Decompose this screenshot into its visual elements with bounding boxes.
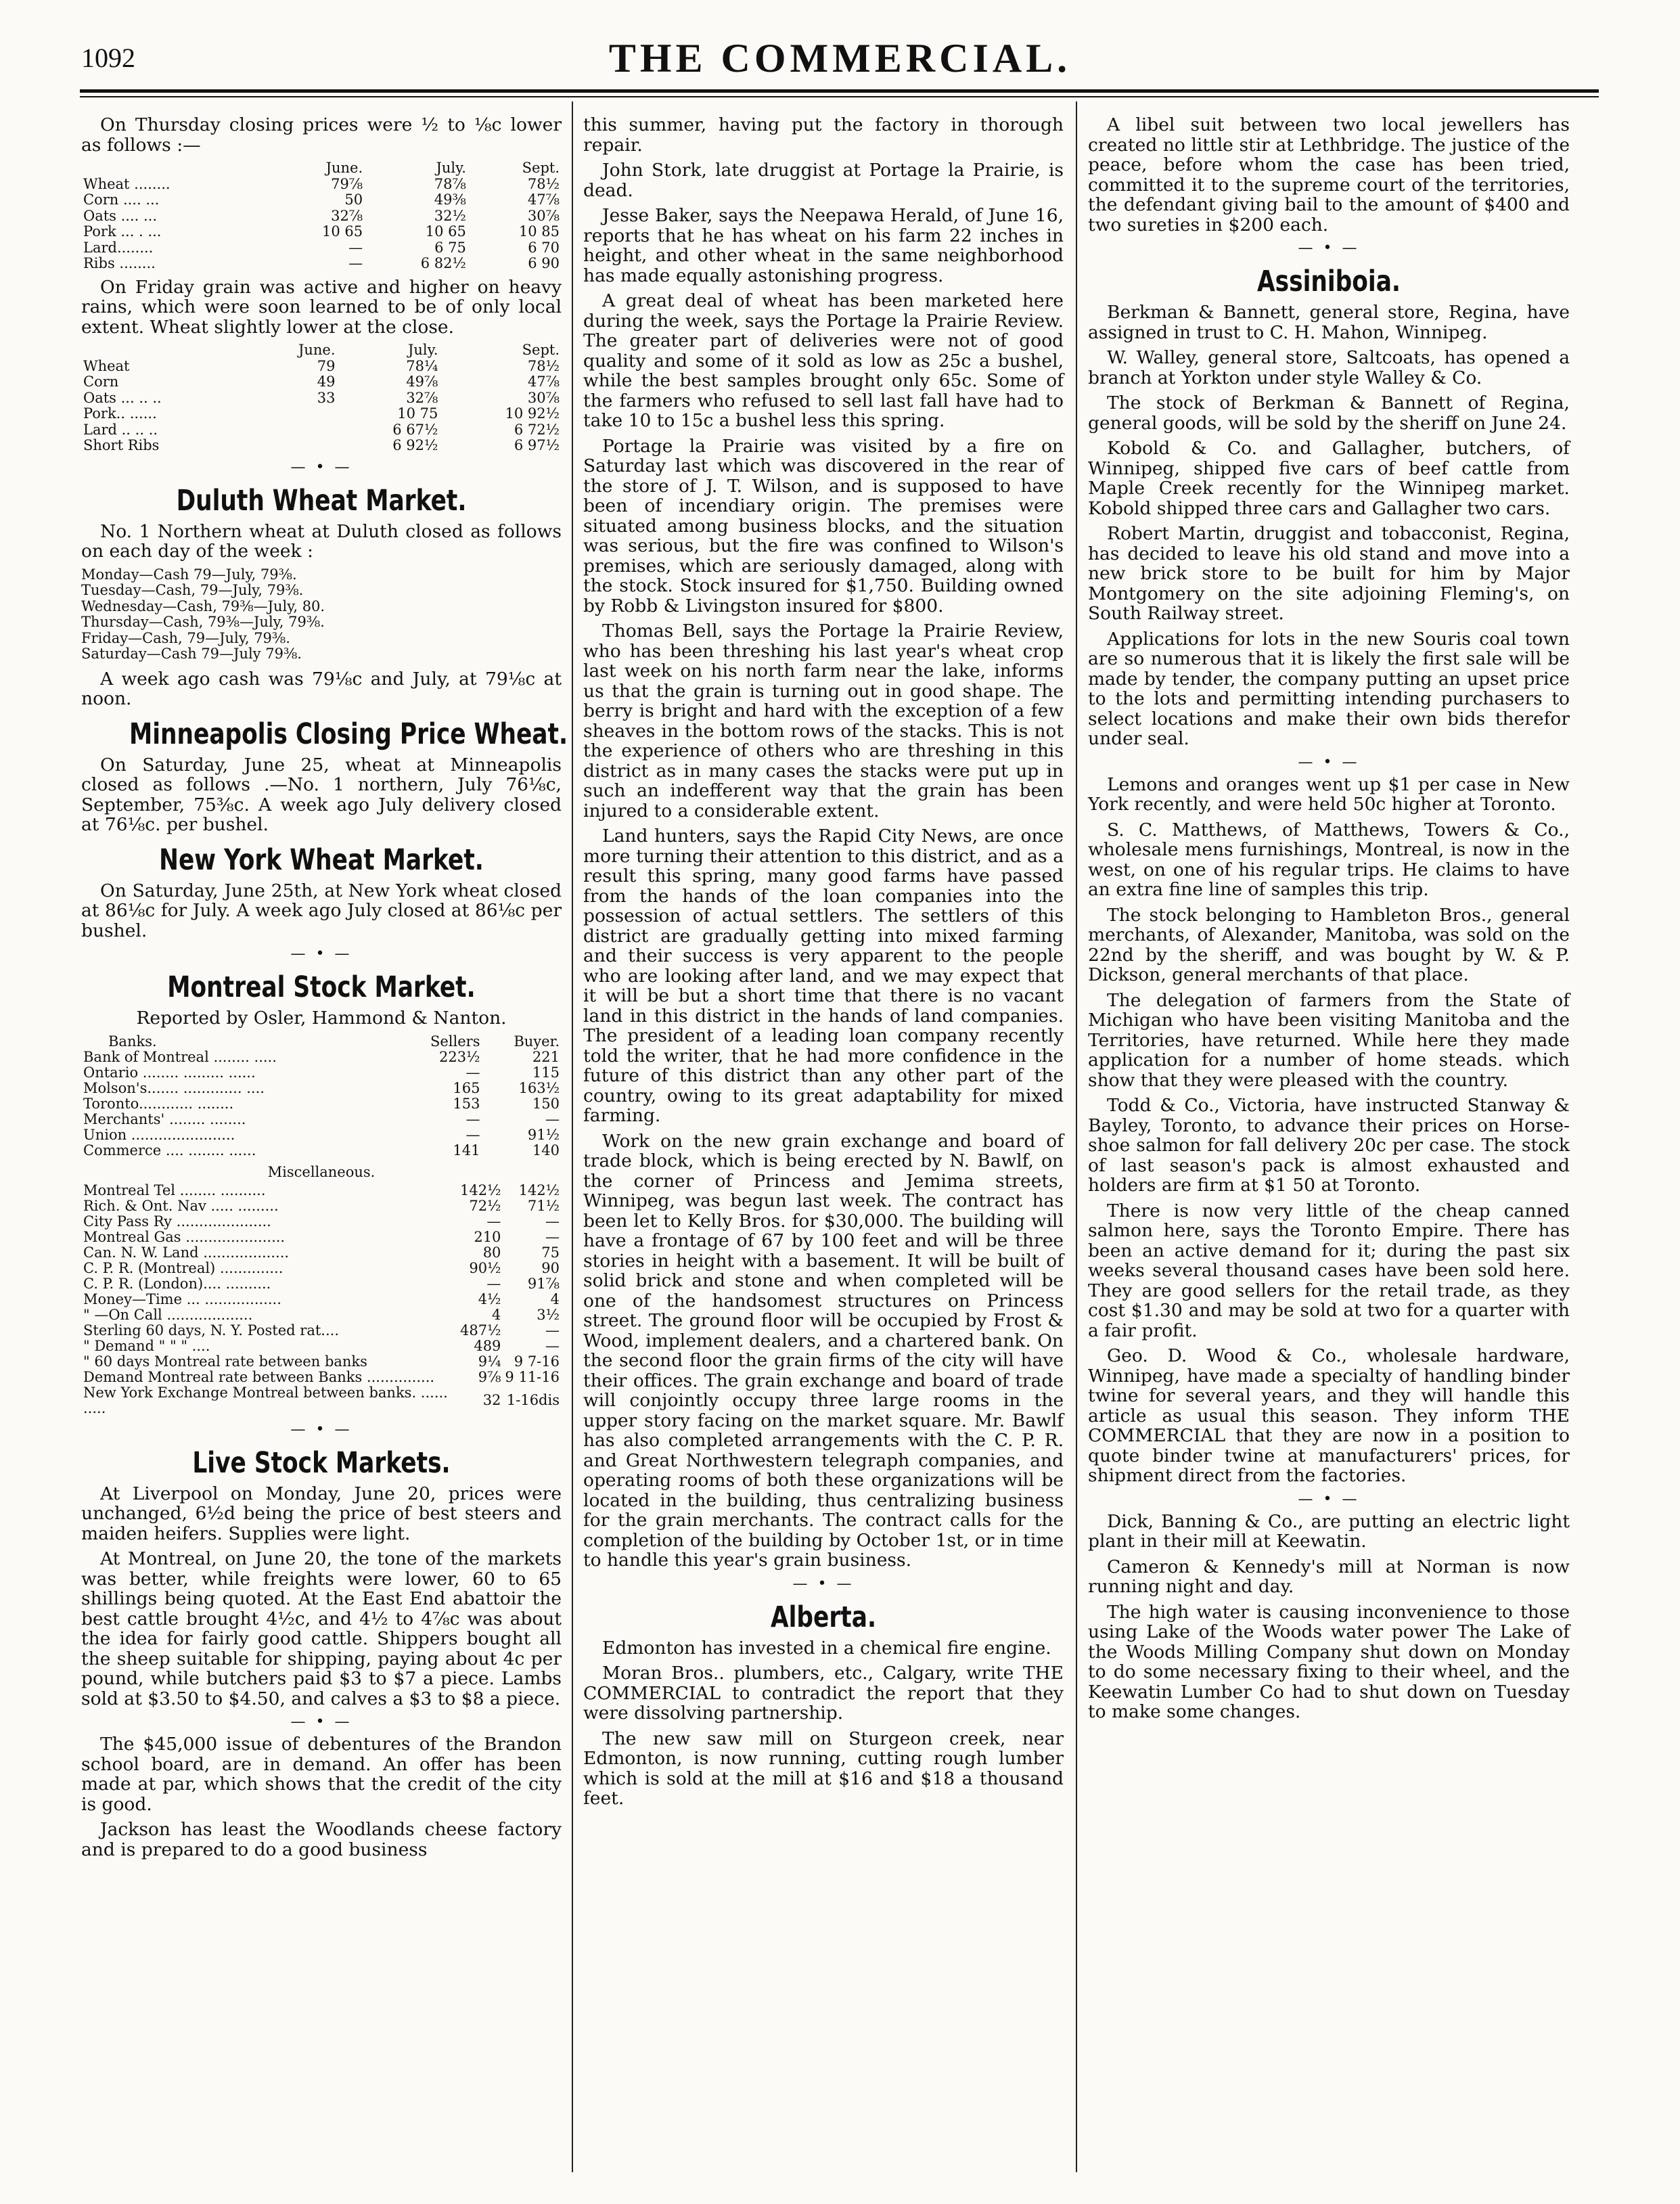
table-row: [81, 1081, 562, 1096]
minneapolis-paragraph: On Saturday, June 25, wheat at Minneapolis closed as follows .—No. 1 northern, July 76⅛c, September, 75⅜c. A week ago July delivery closed at 76⅛c. per bushel.: [81, 754, 562, 835]
table-cell: 223½: [439, 1048, 480, 1065]
article-paragraph: Thomas Bell, says the Portage la Prairie Review, who has been threshing his last year's wheat crop last week on his north farm near the lake, informs us that the grain is turning out in good shape. The berry is bright and hard with the exception of a few sheaves in the bottom rows of the stacks. This is not the experience of others who are threshing in this district as in many cases the stacks were put up in such an indefferent way that the grain has been injured to a considerable extent.: [583, 621, 1064, 822]
table-cell: [252, 406, 338, 422]
table-cell: 1-16dis: [506, 1392, 560, 1408]
alberta-paragraph: Moran Bros.. plumbers, etc., Calgary, write THE COMMERCIAL to contradict the report that they were dissolving partnership.: [583, 1663, 1064, 1724]
page-header: [0, 0, 1680, 88]
table-cell: Montreal Gas ......................: [83, 1228, 286, 1245]
table-cell: 142½: [459, 1182, 501, 1198]
article-paragraph: this summer, having put the factory in thorough repair.: [583, 114, 1064, 156]
table-cell: C. P. R. (Montreal) ..............: [83, 1259, 283, 1276]
table-row: [81, 1050, 562, 1065]
table-cell: 165: [453, 1079, 480, 1096]
article-paragraph: A libel suit between two local jewellers has created no little stir at Lethbridge. The justice of the peace, before whom the case has been tried, committed it to the supreme court of the territories, the defendant giving bail to the amount of $400 and two sureties in $200 each.: [1088, 114, 1570, 235]
news-paragraph: There is now very little of the cheap canned salmon here, says the Toronto Empire. There has been an active demand for it; during the past six weeks several thousand cases have been sold here. They are good sellers for the retail trade, as they cost $1.30 and may be sold at two for a quarter with a fair profit.: [1088, 1200, 1570, 1341]
header-rule-thin: [80, 96, 1599, 97]
table-cell: 91½: [527, 1126, 560, 1143]
news-paragraph: Todd & Co., Victoria, have instructed Stanway & Bayley, Toronto, to advance their prices on Horse-shoe salmon for fall delivery 20c per case. The stock of last season's pack is almost exhausted and holders are firm at $1 50 at Toronto.: [1088, 1095, 1570, 1196]
table-row: [81, 1112, 562, 1127]
table-cell: —: [545, 1110, 560, 1127]
table-cell: 75: [541, 1244, 560, 1261]
table-header: July.: [436, 160, 466, 176]
table-cell: 47⅞: [527, 192, 560, 208]
table-row: [81, 1198, 562, 1214]
assiniboia-paragraph: Applications for lots in the new Souris coal town are so numerous that it is likely the first sale will be made by tender, the company putting an upset price to the lots and permitting intending purchasers to select locations and make their own bids therefor under seal.: [1088, 628, 1570, 749]
table-cell: 140: [532, 1142, 560, 1159]
list-item: Saturday—Cash 79—July 79⅜.: [81, 646, 302, 662]
table-cell: Sterling 60 days, N. Y. Posted rat....: [83, 1322, 339, 1339]
list-item: Tuesday—Cash, 79—July, 79⅜.: [81, 582, 304, 598]
article-paragraph: Land hunters, says the Rapid City News, are once more turning their attention to this district, and as a result this spring, many good farms have passed from the hands of the loan companies into the possession of actual settlers. The settlers of this district are gradually getting into mixed farming and their success is very apparent to the people who are looking after land, and we may expect that it will be but a short time that there is no vacant land in this district in the hands of land companies. The president of a leading loan company recently told the writer, that he had more confidence in the future of this district than any other part of the country, owing to its great adaptability for mixed farming.: [583, 826, 1064, 1126]
header-rule: [80, 89, 1599, 93]
table-row: [81, 1354, 562, 1370]
table-row: [81, 374, 562, 390]
table-row: [81, 1370, 562, 1385]
section-ornament: — • —: [1298, 1490, 1360, 1508]
table-cell: Montreal Tel ........ ..........: [83, 1182, 266, 1198]
article-paragraph: Portage la Prairie was visited by a fire on Saturday last which was discovered in the rear of the store of J. T. Wilson, and is supposed to have been of incendiary origin. The premises were situated among business blocks, and the situation was serious, but the fire was confined to Wilson's premises, which are seriously damaged, along with the stock. Stock insured for $1,750. Building owned by Robb & Livingston insured for $800.: [583, 435, 1064, 616]
table-cell: 30⅞: [527, 389, 560, 406]
page-number: 1092: [81, 43, 135, 73]
chicago-intro-1: On Thursday closing prices were ½ to ⅛c lower as follows :—: [81, 114, 562, 156]
table-cell: C. P. R. (London).... ..........: [83, 1275, 271, 1292]
article-paragraph: Work on the new grain exchange and board of trade block, which is being erected by N. Bawlf, on the corner of Princess and Jemima streets, Winnipeg, was begun last week. The contract has been let to Kelly Bros. for $30,000. The building will have a frontage of 67 by 100 feet and will be three stories in height with a basement. It will be built of solid brick and stone and when completed will be one of the handsomest structures on Princess street. The ground floor will be occupied by Frost & Wood, implement dealers, and a chartered bank. On the second floor the grain firms of the city will have their offices. The grain exchange and board of trade will conjointly occupy three large rooms in the upper story facing on the market square. Mr. Bawlf has also completed arrangements with the C. P. R. and Great Northwestern telegraph companies, and operating rooms of both these organizations will be located in the building, thus centralizing business for the grain merchants. The contract calls for the completion of the building by October 1st, or in time to handle this year's grain business.: [583, 1130, 1064, 1571]
table-cell: 10 92½: [505, 405, 560, 422]
table-cell: 90½: [469, 1259, 501, 1276]
assiniboia-heading: Assiniboia.: [1257, 265, 1401, 298]
article-paragraph: A great deal of wheat has been marketed here during the week, says the Portage la Prairie Review. The greater part of deliveries were not of good quality and some of it sold as low as 25c a bushel, while the best samples brought only 65c. Some of the farmers who refused to sell last fall have had to take 10 to 15c a bushel less this spring.: [583, 290, 1064, 431]
jackson-paragraph: Jackson has least the Woodlands cheese factory and is prepared to do a good business: [81, 1819, 562, 1860]
news-paragraph: The stock belonging to Hambleton Bros., general merchants, of Alexander, Manitoba, was sold on the 22nd by the sheriff, and was bought by W. & P. Dickson, general merchants of that place.: [1088, 904, 1570, 985]
table-cell: Pork.. ......: [83, 405, 157, 422]
table-cell: Money—Time ... .................: [83, 1290, 281, 1307]
live-stock-heading: Live Stock Markets.: [192, 1445, 451, 1480]
table-cell: 47⅞: [527, 374, 560, 390]
table-cell: Merchants' ........ ........: [83, 1110, 246, 1127]
table-row: [81, 1230, 562, 1245]
brandon-paragraph: The $45,000 issue of debentures of the Brandon school board, are in demand. An offer has been made at par, which shows that the credit of the city is good.: [81, 1734, 562, 1815]
table-row: [81, 224, 562, 240]
table-row: [81, 192, 562, 208]
table-row: [81, 1261, 562, 1276]
section-ornament: — • —: [1298, 240, 1360, 256]
table-cell: " Demand " " " ....: [83, 1337, 210, 1354]
table-cell: 150: [532, 1095, 560, 1112]
table-header: [81, 342, 252, 359]
table-cell: 221: [532, 1048, 560, 1065]
table-header: July.: [407, 342, 438, 358]
table-cell: 4: [550, 1290, 560, 1307]
news-paragraph: The delegation of farmers from the State of Michigan who have been visiting Manitoba and the Territories, have returned. While here they made application for a number of home steads. which show that they were pleased with the country.: [1088, 989, 1570, 1091]
table-row: [81, 1065, 562, 1081]
table-cell: Commerce .... ........ ......: [83, 1142, 256, 1159]
list-item: Monday—Cash 79—July, 79⅜.: [81, 566, 297, 583]
table-cell: Lard........: [83, 239, 154, 256]
table-cell: " 60 days Montreal rate between banks: [83, 1353, 367, 1370]
chicago-prices-table-1: [81, 160, 562, 272]
table-cell: 9 7-16: [514, 1353, 560, 1370]
column-3: [1088, 115, 1570, 1728]
chicago-intro-2: On Friday grain was active and higher on heavy rains, which were soon learned to be of only local extent. Wheat slightly lower at the close.: [81, 276, 562, 338]
table-cell: Bank of Montreal ........ .....: [83, 1048, 277, 1065]
chicago-prices-table-2: [81, 342, 562, 454]
table-header: Sept.: [522, 342, 560, 358]
table-cell: Union .......................: [83, 1126, 235, 1143]
table-cell: 78⅞: [434, 175, 466, 192]
table-cell: 163½: [518, 1079, 560, 1096]
table-cell: —: [348, 239, 363, 256]
table-cell: Molson's....... ............. ....: [83, 1079, 265, 1096]
table-cell: 91⅞: [527, 1275, 560, 1292]
table-cell: 142½: [518, 1182, 560, 1198]
table-cell: —: [545, 1228, 560, 1245]
miscellaneous-label: Miscellaneous.: [267, 1163, 376, 1180]
table-cell: 32½: [434, 207, 466, 224]
table-row: [81, 1214, 562, 1230]
table-cell: 33: [317, 389, 336, 406]
new-york-heading: New York Wheat Market.: [159, 842, 484, 877]
table-row: [81, 1385, 562, 1416]
column-2: [583, 115, 1064, 1814]
column-1: [81, 114, 568, 1865]
table-cell: 90: [541, 1259, 560, 1276]
live-stock-paragraph-1: At Liverpool on Monday, June 20, prices were unchanged, 6½d being the price of best steers and maiden heifers. Supplies were light.: [81, 1483, 562, 1544]
table-cell: —: [466, 1110, 480, 1127]
table-cell: 10 65: [322, 223, 363, 240]
table-cell: 6 82½: [420, 255, 466, 271]
table-cell: —: [466, 1126, 480, 1143]
table-cell: [252, 422, 338, 438]
section-ornament: — • —: [290, 945, 353, 962]
table-row: [81, 1096, 562, 1112]
alberta-paragraph: Edmonton has invested in a chemical fire engine.: [602, 1637, 1051, 1659]
masthead: THE COMMERCIAL.: [608, 36, 1072, 81]
table-header: Sept.: [522, 160, 560, 176]
list-item: Friday—Cash, 79—July, 79⅜.: [81, 629, 290, 646]
table-row: [81, 1307, 562, 1323]
assiniboia-paragraph: Kobold & Co. and Gallagher, butchers, of Winnipeg, shipped five cars of beef cattle from Maple Creek recently for the Winnipeg market. Kobold shipped three cars and Gallagher two cars.: [1088, 438, 1570, 519]
section-ornament: — • —: [792, 1575, 855, 1592]
table-header: Sellers: [430, 1033, 480, 1050]
news-paragraph: Cameron & Kennedy's mill at Norman is now running night and day.: [1088, 1556, 1570, 1597]
alberta-heading: Alberta.: [770, 1600, 877, 1634]
table-cell: 4: [492, 1306, 501, 1323]
table-cell: 49⅞: [406, 374, 438, 390]
table-row: [81, 256, 562, 272]
section-ornament: — • —: [1298, 753, 1360, 771]
duluth-paragraph: No. 1 Northern wheat at Duluth closed as follows on each day of the week :: [81, 520, 562, 562]
table-header: June.: [298, 342, 336, 358]
table-cell: Wheat ........: [83, 175, 171, 192]
table-row: [81, 359, 562, 375]
table-cell: 78½: [527, 357, 560, 374]
table-row: [81, 422, 562, 438]
table-cell: 10 85: [518, 223, 560, 240]
news-paragraph: The high water is causing inconvenience to those using Lake of the Woods water power The Lake of the Woods Milling Company shut down on Monday to do some necessary fixing to their wheel, and the Keewatin Lumber Co had to shut down on Tuesday to make some changes.: [1088, 1601, 1570, 1722]
table-cell: Oats ... .. ..: [83, 389, 162, 406]
assiniboia-paragraph: W. Walley, general store, Saltcoats, has opened a branch at Yorkton under style Walley & Co.: [1088, 347, 1570, 388]
miscellaneous-stock-table: [81, 1183, 562, 1416]
table-cell: 71½: [527, 1197, 560, 1214]
table-row: [81, 1245, 562, 1261]
assiniboia-paragraph: Berkman & Bannett, general store, Regina, have assigned in trust to C. H. Mahon, Winnipeg.: [1088, 302, 1570, 343]
table-cell: 6 67½: [392, 421, 438, 438]
table-cell: 10 75: [397, 405, 438, 422]
news-paragraph: Lemons and oranges went up $1 per case in New York recently, and were held 50c higher at Toronto.: [1088, 773, 1570, 815]
column-divider: [1076, 102, 1077, 2172]
table-cell: Ribs ........: [83, 255, 156, 271]
table-cell: 3½: [537, 1306, 560, 1323]
table-cell: 115: [532, 1064, 560, 1081]
table-row: [81, 177, 562, 193]
montreal-reported-by: Reported by Osler, Hammond & Nanton.: [136, 1008, 507, 1029]
table-cell: Rich. & Ont. Nav ..... .........: [83, 1197, 279, 1214]
table-cell: Lard .. .. ..: [83, 421, 158, 438]
table-cell: 10 65: [425, 223, 466, 240]
table-cell: 72½: [469, 1197, 501, 1214]
table-header: June.: [325, 160, 363, 176]
table-cell: Corn: [83, 374, 119, 390]
table-row: [81, 1339, 562, 1354]
table-cell: Oats .... ...: [83, 207, 158, 224]
section-ornament: — • —: [290, 1420, 353, 1438]
table-cell: —: [486, 1275, 501, 1292]
table-cell: Pork ... . ...: [83, 223, 162, 240]
table-cell: 80: [482, 1244, 501, 1261]
table-cell: Ontario ........ ......... ......: [83, 1064, 256, 1081]
table-cell: 141: [453, 1142, 480, 1159]
table-header: Banks.: [108, 1033, 157, 1050]
table-cell: 78½: [527, 175, 560, 192]
list-item: Thursday—Cash, 79⅜—July, 79⅜.: [81, 614, 325, 630]
table-cell: Demand Montreal rate between Banks ...............: [83, 1368, 435, 1385]
duluth-daily-list: [81, 567, 562, 662]
table-row: [81, 1276, 562, 1292]
table-row: [81, 1127, 562, 1143]
duluth-paragraph-2: A week ago cash was 79⅛c and July, at 79⅛c at noon.: [81, 668, 562, 709]
table-cell: 9⅞: [478, 1368, 501, 1385]
table-header: Buyer.: [514, 1033, 560, 1050]
table-cell: —: [348, 255, 363, 271]
montreal-stock-table: [81, 1034, 562, 1159]
table-cell: 49⅜: [434, 192, 466, 208]
table-row: [81, 240, 562, 256]
article-paragraph: John Stork, late druggist at Portage la Prairie, is dead.: [583, 160, 1064, 201]
table-cell: " —On Call ...................: [83, 1306, 253, 1323]
table-cell: 6 72½: [514, 421, 560, 438]
table-cell: Can. N. W. Land ...................: [83, 1244, 290, 1261]
table-row: [81, 438, 562, 454]
table-cell: Toronto............ ........: [83, 1095, 234, 1112]
article-paragraph: Jesse Baker, says the Neepawa Herald, of June 16, reports that he has wheat on his farm 22 inches in height, and other wheat in the same neighborhood has made equally astonishing progress.: [583, 205, 1064, 286]
table-cell: 79: [317, 357, 336, 374]
news-paragraph: Dick, Banning & Co., are putting an electric light plant in their mill at Keewatin.: [1088, 1510, 1570, 1552]
table-row: [81, 390, 562, 407]
table-cell: 6 75: [434, 239, 466, 256]
table-cell: 210: [474, 1228, 501, 1245]
table-cell: 6 70: [528, 239, 560, 256]
table-cell: 153: [453, 1095, 480, 1112]
table-row: [81, 406, 562, 422]
list-item: Wednesday—Cash, 79⅜—July, 80.: [81, 598, 325, 614]
table-cell: 50: [344, 192, 363, 208]
table-cell: Wheat: [83, 357, 130, 374]
table-cell: 6 97½: [514, 437, 560, 453]
news-paragraph: Geo. D. Wood & Co., wholesale hardware, Winnipeg, have made a specialty of handling binder twine for several years, and they will handle this article as usual this season. They inform THE COMMERCIAL that they are now in a position to quote binder twine at manufacturers' prices, for shipment direct from the factories.: [1088, 1345, 1570, 1486]
table-cell: New York Exchange Montreal between banks. ...... .....: [83, 1384, 448, 1416]
table-header: [81, 160, 271, 177]
table-cell: 4½: [478, 1290, 501, 1307]
table-cell: City Pass Ry .....................: [83, 1213, 271, 1230]
duluth-heading: Duluth Wheat Market.: [176, 483, 467, 518]
table-cell: 6 90: [528, 255, 560, 271]
assiniboia-paragraph: Robert Martin, druggist and tobacconist, Regina, has decided to leave his old stand and move into a new brick store to be built for him by Major Montgomery on the site adjoining Fleming's, on South Railway street.: [1088, 523, 1570, 624]
table-cell: 487½: [459, 1322, 501, 1339]
new-york-paragraph: On Saturday, June 25th, at New York wheat closed at 86⅛c for July. A week ago July closed at 86⅛c per bushel.: [81, 880, 562, 941]
table-row: [81, 1183, 562, 1198]
table-cell: 32: [482, 1392, 501, 1408]
table-cell: 32⅞: [406, 389, 438, 406]
table-cell: 489: [474, 1337, 501, 1354]
table-row: [81, 208, 562, 225]
table-cell: 49: [317, 374, 336, 390]
table-row: [81, 1143, 562, 1159]
table-cell: [252, 438, 338, 454]
live-stock-paragraph-2: At Montreal, on June 20, the tone of the markets was better, while freights were lower, 60 to 65 shillings being quoted. At the East End abattoir the best cattle brought 4½c, and 4½ to 4⅞c was about the idea for fairly good cattle. Shippers bought all the sheep suitable for shipping, paying about 4c per pound, while butchers paid $3 to $7 a piece. Lambs sold at $3.50 to $4.50, and calves a $3 to $8 a piece.: [81, 1548, 562, 1709]
table-row: [81, 1292, 562, 1307]
column-divider: [572, 102, 573, 2172]
alberta-paragraph: The new saw mill on Sturgeon creek, near Edmonton, is now running, cutting rough lumber which is sold at the mill at $16 and $18 a thousand feet.: [583, 1728, 1064, 1809]
table-cell: —: [545, 1337, 560, 1354]
table-cell: —: [466, 1064, 480, 1081]
table-cell: 9¼: [478, 1353, 501, 1370]
montreal-heading: Montreal Stock Market.: [167, 970, 476, 1004]
table-cell: Corn .... ...: [83, 192, 160, 208]
table-cell: 79⅞: [331, 175, 363, 192]
section-ornament: — • —: [290, 1713, 353, 1730]
table-cell: 78¼: [406, 357, 438, 374]
table-cell: 6 92½: [392, 437, 438, 453]
news-paragraph: S. C. Matthews, of Matthews, Towers & Co., wholesale mens furnishings, Montreal, is now in the west, on one of his regular trips. He claims to have an extra fine line of samples this trip.: [1088, 819, 1570, 900]
table-cell: —: [545, 1322, 560, 1339]
section-ornament: — • —: [290, 458, 353, 476]
table-cell: Short Ribs: [83, 437, 160, 453]
minneapolis-heading: Minneapolis Closing Price Wheat.: [129, 717, 568, 751]
table-cell: 32⅞: [331, 207, 363, 224]
assiniboia-paragraph: The stock of Berkman & Bannett of Regina, general goods, will be sold by the sheriff on June 24.: [1088, 392, 1570, 434]
table-cell: —: [545, 1213, 560, 1230]
table-cell: 9 11-16: [505, 1368, 560, 1385]
table-cell: —: [486, 1213, 501, 1230]
table-cell: 30⅞: [527, 207, 560, 224]
table-row: [81, 1323, 562, 1339]
